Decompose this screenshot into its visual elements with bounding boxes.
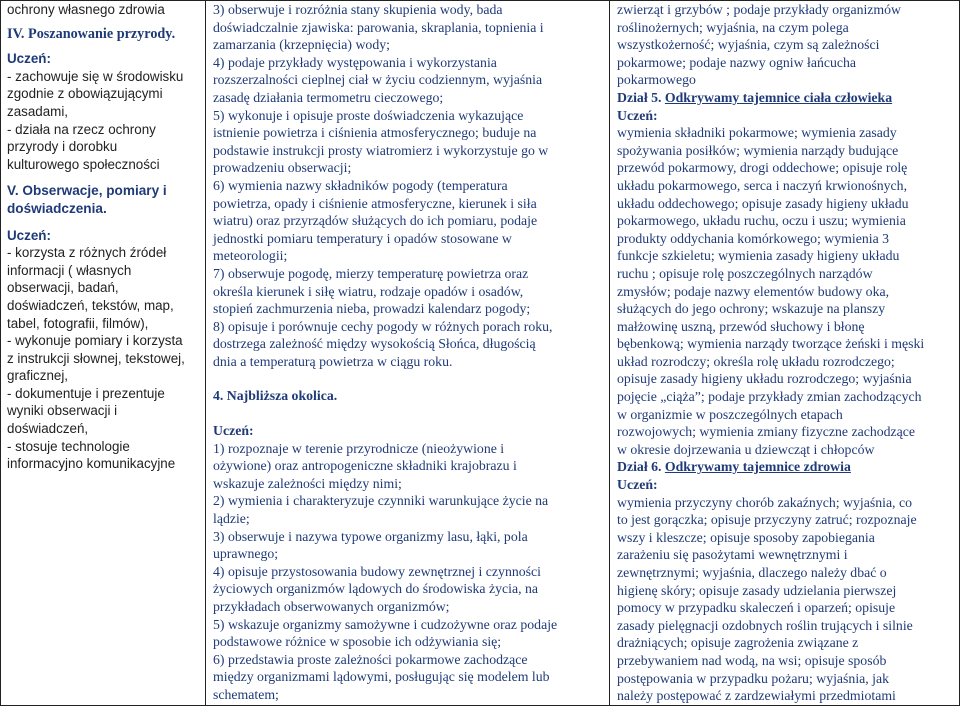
text-line: meteorologii;: [213, 248, 288, 264]
text-line: roślinożernych; wyjaśnia, na czym polega: [617, 19, 849, 35]
section-iv-heading: IV. Poszanowanie przyrody.: [7, 25, 176, 42]
heading-line: V. Obserwacje, pomiary i: [7, 183, 167, 199]
text-line: zasady pielęgnacji ozdobnych roślin trujących i silnie: [617, 617, 913, 633]
section-iv-list: [7, 68, 201, 174]
text-line: drażniących; opisuje zagrożenia związane z: [617, 635, 859, 651]
text-line: pomocy w przypadku skaleczeń i oparzeń; opisuje: [617, 600, 896, 616]
list-item: - działa na rzecz ochrony: [7, 121, 156, 137]
text-line: prowadzeniu obserwacji;: [213, 160, 352, 176]
text-line: powietrza, opady i ciśnienie atmosferyczne, kierunek i siła: [213, 195, 537, 211]
text-line: układu oddechowego; opisuje zasady higieny układu: [617, 195, 909, 211]
dzial-5-number: Dział 5.: [617, 89, 665, 105]
text-line: rozszerzalności cieplnej ciał w życiu codziennym, wyjaśnia: [213, 72, 543, 88]
column-right: [610, 1, 960, 706]
text-line: uprawnego;: [213, 546, 279, 562]
text-line: małżowinę uszną, przewód słuchowy i błonę: [617, 318, 865, 334]
text-line: stopień zachmurzenia nieba, prowadzi kalendarz pogody;: [213, 301, 531, 317]
text-line: bębenkową; wymienia narządy tworzące żeński i męski: [617, 336, 925, 352]
text-line: 3) obserwuje i nazywa typowe organizmy lasu, łąki, pola: [213, 528, 528, 544]
text-line: przykładach obserwowanych organizmów;: [213, 599, 450, 614]
list-item: z instrukcji słownej, tekstowej,: [7, 350, 185, 366]
column-left: [1, 1, 206, 706]
text-line: spożywania posiłków; wymienia narządy budujące: [617, 142, 899, 158]
list-item: doświadczeń, tekstów, map,: [7, 297, 174, 313]
uczen-label: Uczeń:: [617, 107, 658, 123]
text-line: zmysłów; podaje nazwy elementów budowy oka,: [617, 283, 890, 299]
uczen-label: Uczeń:: [7, 51, 51, 67]
text-line: 8) opisuje i porównuje cechy pogody w różnych porach roku,: [213, 318, 553, 334]
text-line: zwierząt i grzybów ; podaje przykłady organizmów: [617, 2, 902, 17]
list-item: doświadczeń,: [7, 421, 89, 437]
uczen-label: Uczeń:: [7, 227, 51, 243]
list-item: graficznej,: [7, 368, 69, 384]
text-line: podstawie instrukcji prosty wiatromierz i wykorzystuje go w: [213, 142, 549, 158]
text-line: 5) wykonuje i opisuje proste doświadczenia wykazujące: [213, 107, 524, 123]
list-item: - zachowuje się w środowisku: [7, 68, 184, 84]
list-item: - wykonuje pomiary i korzysta: [7, 333, 183, 349]
text-line: zewnętrznymi; wyjaśnia, dlaczego należy dbać o: [617, 565, 887, 580]
text-line: higienę skóry; opisuje zasady udzielania pierwszej: [617, 582, 897, 598]
section-3-items: [213, 1, 605, 370]
table-row: [1, 1, 960, 706]
uczen-label: Uczeń:: [213, 423, 254, 439]
text-line: w organizmie w poszczególnych etapach: [617, 406, 843, 422]
text-line: zasadę działania termometru cieczowego;: [213, 89, 444, 105]
section-4-items: [213, 440, 605, 704]
section-4-heading: 4. Najbliższa okolica.: [213, 388, 338, 404]
heading-line: doświadczenia.: [7, 200, 107, 216]
text-line: istnienie powietrza i ciśnienia atmosferycznego; buduje na: [213, 125, 537, 141]
dzial-6-items: [617, 494, 955, 705]
text-line: wskazuje zależności między nimi;: [213, 475, 402, 491]
text-line: 4) podaje przykłady występowania i wykorzystania: [213, 54, 497, 70]
text-line: ożywione) oraz antropogeniczne składniki krajobrazu i: [213, 458, 517, 474]
text-line: 3) obserwuje i rozróżnia stany skupienia wody, bada: [213, 2, 503, 17]
text-line: produkty oddychania komórkowego; wymienia 3: [617, 230, 890, 246]
list-item: kulturowego społeczności: [7, 156, 160, 172]
list-item: - korzysta z różnych źródeł: [7, 245, 167, 261]
text-line: dostrzega zależność między wysokością Słońca, długością: [213, 336, 536, 352]
list-item: - dokumentuje i prezentuje: [7, 385, 165, 401]
text-line: 7) obserwuje pogodę, mierzy temperaturę powietrza oraz: [213, 265, 529, 281]
text-line: między organizmami lądowymi, posługując się modelem lub: [213, 669, 550, 685]
list-item: - stosuje technologie: [7, 438, 130, 454]
text-line: dnia a temperaturą powietrza w ciągu roku.: [213, 353, 453, 369]
text-line: 2) wymienia i charakteryzuje czynniki warunkujące życie na: [213, 493, 549, 509]
list-item: wyniki obserwacji i: [7, 403, 118, 419]
dzial-5-title: Odkrywamy tajemnice ciała człowieka: [664, 89, 893, 105]
text-line: określa kierunek i siłę wiatru, rodzaje opadów i osadów,: [213, 283, 524, 299]
text-line: opisuje zasady higieny układu rozrodczego; wyjaśnia: [617, 371, 912, 387]
text-line: pokarmowego: [617, 72, 696, 88]
text-line: układu pokarmowego, serca i naczyń krwionośnych,: [617, 177, 908, 193]
text-line: postępowania w przypadku pożaru; wyjaśnia, jak: [617, 670, 890, 686]
text-line: przewód pokarmowy, drogi oddechowe; opisuje rolę: [617, 160, 908, 176]
text-line: 6) przedstawia proste zależności pokarmowe zachodzące: [213, 651, 528, 667]
text-line: to jest gorączka; opisuje przyczyny zatruć; rozpoznaje: [617, 512, 917, 528]
text-line: wiatru) oraz przyrządów służących do ich pomiaru, podaje: [213, 213, 538, 229]
text-line: ruchu ; opisuje rolę poszczególnych narządów: [617, 265, 873, 281]
dzial-5-items: [617, 124, 955, 458]
section-v-list: [7, 244, 201, 473]
text-line: pokarmowe; podaje nazwy ogniw łańcucha: [617, 54, 857, 70]
text-line: pokarmowego, układu ruchu, oczu i uszu; wymienia: [617, 213, 906, 229]
text-line: układ rozrodczy; określa rolę układu rozrodczego;: [617, 353, 895, 369]
top-line: ochrony własnego zdrowia: [7, 2, 165, 17]
text-line: lądzie;: [213, 511, 250, 527]
text-line: wszystkożerność; wyjaśnia, czym są zależności: [617, 37, 880, 53]
list-item: informacyjno komunikacyjne: [7, 456, 176, 472]
text-line: służących do jego ochrony; wskazuje na planszy: [617, 301, 886, 317]
list-item: zgodnie z obowiązującymi: [7, 86, 163, 102]
column-middle: [206, 1, 610, 706]
text-line: 6) wymienia nazwy składników pogody (temperatura: [213, 177, 508, 193]
text-line: życiowych organizmów lądowych do środowiska życia, na: [213, 581, 539, 597]
list-item: tabel, fotografii, filmów),: [7, 315, 149, 331]
dzial-6-number: Dział 6.: [617, 459, 665, 475]
text-line: doświadczalnie zjawiska: parowania, skraplania, topnienia i: [213, 19, 544, 35]
text-line: 1) rozpoznaje w terenie przyrodnicze (nieożywione i: [213, 440, 505, 456]
dzial-4-continuation: [617, 1, 955, 89]
text-line: zarażeniu się pasożytami wewnętrznymi i: [617, 547, 848, 563]
text-line: 5) wskazuje organizmy samożywne i cudzożywne oraz podaje: [213, 616, 558, 632]
dzial-6-title: Odkrywamy tajemnice zdrowia: [664, 459, 851, 475]
section-v-heading: [7, 182, 201, 217]
text-line: podstawowe różnice w sposobie ich odżywiania się;: [213, 634, 502, 650]
text-line: pojęcie „ciąża”; podaje przykłady zmian zachodzących: [617, 389, 922, 405]
text-line: zamarzania (krzepnięcia) wody;: [213, 37, 390, 53]
list-item: zasadami,: [7, 103, 69, 119]
list-item: przyrody i dorobku: [7, 139, 118, 155]
dzial-6-heading: [617, 458, 955, 476]
text-line: wymienia przyczyny chorób zakaźnych; wyjaśnia, co: [617, 494, 912, 510]
text-line: wszy i kleszcze; opisuje sposoby zapobiegania: [617, 529, 875, 545]
text-line: 4) opisuje przystosowania budowy zewnętrznej i czynności: [213, 563, 541, 579]
list-item: obserwacji, badań,: [7, 280, 119, 296]
text-line: wymienia składniki pokarmowe; wymienia zasady: [617, 125, 897, 141]
uczen-label: Uczeń:: [617, 477, 658, 493]
text-line: funkcje szkieletu; wymienia zasady higieny układu: [617, 248, 900, 264]
dzial-5-heading: [617, 89, 955, 107]
text-line: schematem;: [213, 686, 279, 702]
text-line: rozwojowych; wymienia zmiany fizyczne zachodzące: [617, 424, 916, 440]
text-line: należy postępować z zardzewiałymi przedmiotami: [617, 688, 896, 704]
text-line: w okresie dojrzewania u dziewcząt i chłopców: [617, 441, 875, 457]
list-item: informacji ( własnych: [7, 262, 132, 278]
text-line: jednostki pomiaru temperatury i opadów stosowane w: [213, 230, 512, 246]
text-line: przebywaniem nad wodą, na wsi; opisuje sposób: [617, 652, 887, 668]
